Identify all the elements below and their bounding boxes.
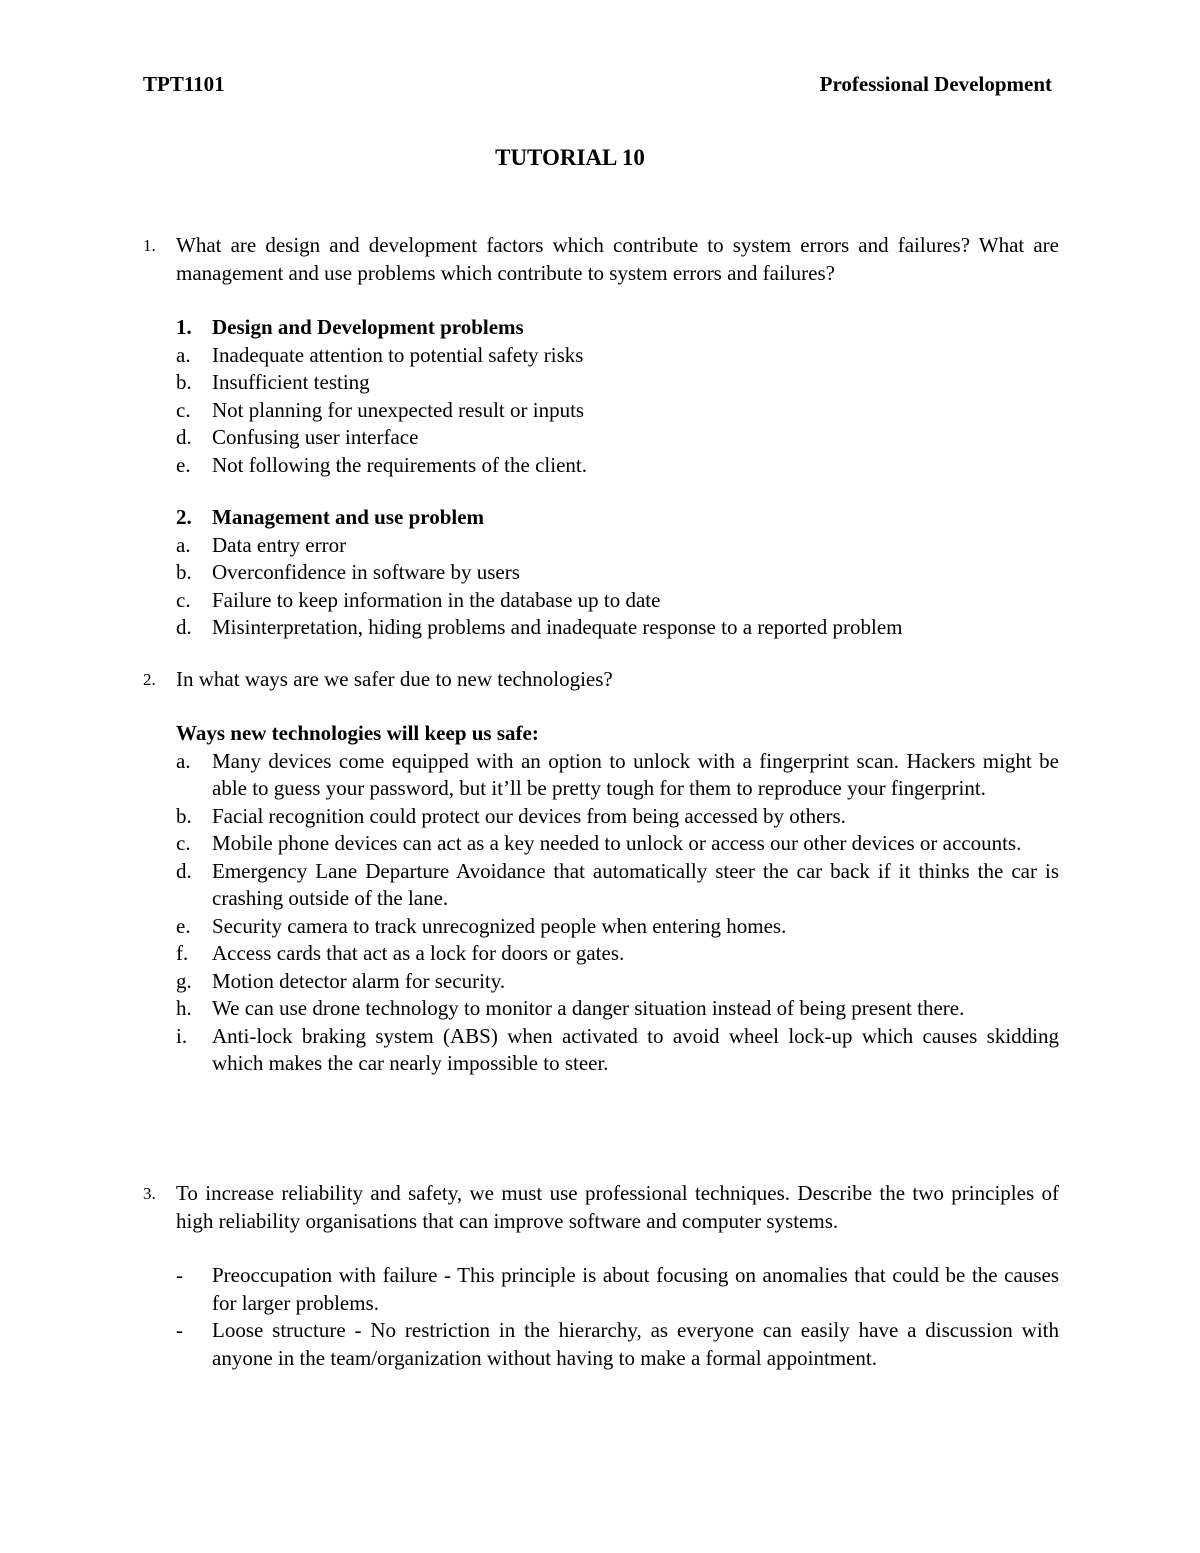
- item-marker: b.: [176, 560, 192, 584]
- section-heading: [176, 314, 1059, 342]
- list-item: [106, 452, 1059, 480]
- question-2: [143, 666, 1059, 694]
- item-marker: b.: [176, 803, 192, 828]
- list-item: [106, 1023, 1059, 1078]
- item-text: Preoccupation with failure - This principle is about focusing on anomalies that could be the causes for larger problems.: [212, 1263, 1059, 1315]
- item-text: Data entry error: [212, 532, 347, 557]
- item-marker: i.: [176, 1023, 188, 1048]
- list-item: [106, 342, 1059, 370]
- item-marker: b.: [176, 370, 192, 394]
- item-marker: d.: [176, 615, 192, 639]
- item-marker: d.: [176, 425, 192, 449]
- list-item: [106, 424, 1059, 452]
- item-list: [176, 1262, 1059, 1372]
- item-text: Emergency Lane Departure Avoidance that automatically steer the car back if it thinks the car is crashing outside of the lane.: [212, 858, 1059, 910]
- question-text: What are design and development factors which contribute to system errors and failures? What are management and use problems which contribute to system errors and failures?: [176, 233, 1059, 285]
- item-marker: a.: [176, 748, 191, 773]
- item-text: Anti-lock braking system (ABS) when activated to avoid wheel lock-up which causes skidding which makes the car nearly impossible to steer.: [212, 1023, 1059, 1075]
- section-heading: [176, 504, 1059, 532]
- list-item: [106, 397, 1059, 425]
- item-marker: e.: [176, 452, 191, 477]
- item-text: Insufficient testing: [212, 370, 370, 394]
- item-marker: c.: [176, 397, 191, 422]
- item-list: [176, 532, 1059, 642]
- section-title: Management and use problem: [212, 505, 485, 529]
- item-text: Failure to keep information in the database up to date: [212, 587, 661, 612]
- list-item: [106, 940, 1059, 968]
- question-1: [143, 232, 1059, 287]
- item-marker: a.: [176, 342, 191, 367]
- question-3: [143, 1180, 1059, 1235]
- item-marker: f.: [176, 941, 189, 965]
- item-marker: c.: [176, 587, 191, 612]
- item-text: Facial recognition could protect our devices from being accessed by others.: [212, 803, 846, 828]
- item-text: Confusing user interface: [212, 425, 419, 449]
- section-heading: Ways new technologies will keep us safe:: [176, 721, 539, 745]
- item-text: Inadequate attention to potential safety risks: [212, 342, 584, 367]
- item-marker: a.: [176, 532, 191, 557]
- item-marker: -: [176, 1318, 183, 1342]
- section-management-use: [176, 504, 1059, 642]
- item-text: Overconfidence in software by users: [212, 560, 520, 584]
- section-safety-technologies: [176, 720, 1059, 1078]
- question-number: 3.: [143, 1184, 156, 1203]
- item-text: Misinterpretation, hiding problems and inadequate response to a reported problem: [212, 615, 903, 639]
- question-text: To increase reliability and safety, we must use professional techniques. Describe the two principles of high reliability organisations that can improve software and computer systems.: [176, 1181, 1059, 1233]
- item-text: We can use drone technology to monitor a danger situation instead of being present there.: [212, 996, 965, 1020]
- course-code: TPT1101: [143, 72, 225, 96]
- item-list: [176, 748, 1059, 1078]
- item-marker: e.: [176, 913, 191, 938]
- item-text: Not planning for unexpected result or inputs: [212, 397, 585, 422]
- list-item: [106, 858, 1059, 913]
- section-high-reliability: [176, 1262, 1059, 1372]
- item-marker: g.: [176, 968, 192, 993]
- page-title: TUTORIAL 10: [495, 145, 645, 170]
- item-text: Loose structure - No restriction in the hierarchy, as everyone can easily have a discussion with anyone in the team/organization without having to make a formal appointment.: [212, 1318, 1059, 1370]
- section-design-development: [176, 314, 1059, 479]
- list-item: [106, 913, 1059, 941]
- item-text: Mobile phone devices can act as a key needed to unlock or access our other devices or accounts.: [212, 831, 1022, 855]
- list-item: [106, 532, 1059, 560]
- list-item: [106, 748, 1059, 803]
- item-list: [176, 342, 1059, 480]
- list-item: [106, 830, 1059, 858]
- item-text: Security camera to track unrecognized people when entering homes.: [212, 913, 787, 938]
- list-item: [176, 1317, 1059, 1372]
- list-item: [106, 614, 1059, 642]
- course-name: Professional Development: [819, 72, 1052, 96]
- item-text: Motion detector alarm for security.: [212, 968, 506, 993]
- section-title: Design and Development problems: [212, 315, 524, 339]
- item-marker: h.: [176, 996, 192, 1020]
- item-text: Many devices come equipped with an option to unlock with a fingerprint scan. Hackers might be able to guess your password, but it’ll be pretty tough for them to reproduce your fingerprint.: [212, 748, 1059, 800]
- item-marker: c.: [176, 831, 191, 855]
- list-item: [176, 1262, 1059, 1317]
- item-text: Not following the requirements of the client.: [212, 452, 587, 477]
- question-number: 2.: [143, 670, 156, 689]
- list-item: [106, 968, 1059, 996]
- item-marker: d.: [176, 858, 192, 883]
- section-number: 1.: [176, 315, 192, 339]
- section-number: 2.: [176, 505, 192, 529]
- list-item: [106, 369, 1059, 397]
- item-marker: -: [176, 1263, 183, 1287]
- question-number: 1.: [143, 236, 156, 255]
- question-text: In what ways are we safer due to new technologies?: [176, 667, 613, 691]
- list-item: [106, 995, 1059, 1023]
- list-item: [106, 803, 1059, 831]
- item-text: Access cards that act as a lock for doors or gates.: [212, 941, 625, 965]
- list-item: [106, 587, 1059, 615]
- list-item: [106, 559, 1059, 587]
